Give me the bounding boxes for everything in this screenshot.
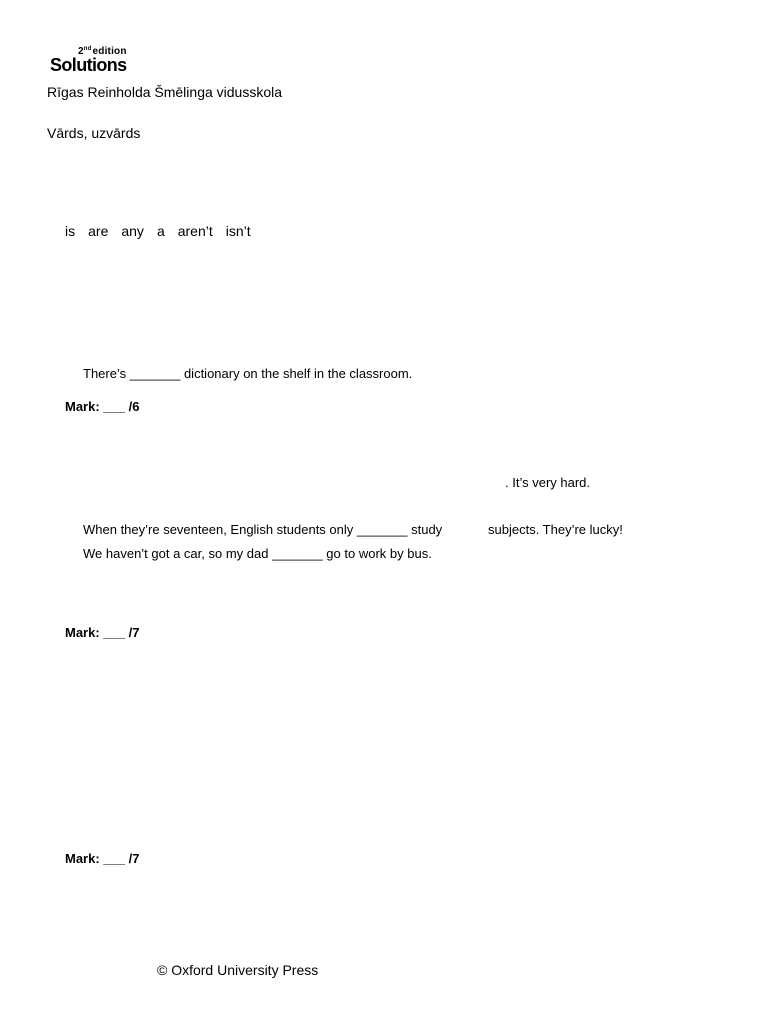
solutions-logo: [50, 44, 140, 76]
word-bank-item: is: [65, 223, 76, 239]
word-bank-item: are: [88, 223, 109, 239]
school-name: Rīgas Reinholda Šmēlinga vidusskola: [47, 84, 283, 100]
exercise2-sentence-a-part2: subjects. They’re lucky!: [488, 522, 623, 537]
word-bank-item: any: [121, 223, 144, 239]
exercise1-sentence: There’s _______ dictionary on the shelf in the classroom.: [83, 366, 413, 381]
word-bank-item: isn’t: [225, 223, 251, 239]
exercise1-mark: Mark: ___ /6: [65, 399, 140, 414]
word-bank-item: aren’t: [177, 223, 213, 239]
exercise2-mark: Mark: ___ /7: [65, 625, 140, 640]
word-bank: [65, 223, 264, 239]
word-bank-item: a: [156, 223, 165, 239]
logo-edition: 2ndedition: [78, 46, 127, 57]
exercise2-sentence-a-part1: When they’re seventeen, English students only _______ study: [83, 522, 443, 537]
exercise2-fragment: . It’s very hard.: [505, 475, 591, 490]
logo-title: Solutions: [50, 55, 127, 75]
name-label: Vārds, uzvārds: [47, 125, 141, 141]
exercise3-mark: Mark: ___ /7: [65, 851, 140, 866]
copyright-footer: © Oxford University Press: [157, 962, 319, 978]
exercise2-sentence-b: We haven’t got a car, so my dad _______ go to work by bus.: [83, 546, 432, 561]
